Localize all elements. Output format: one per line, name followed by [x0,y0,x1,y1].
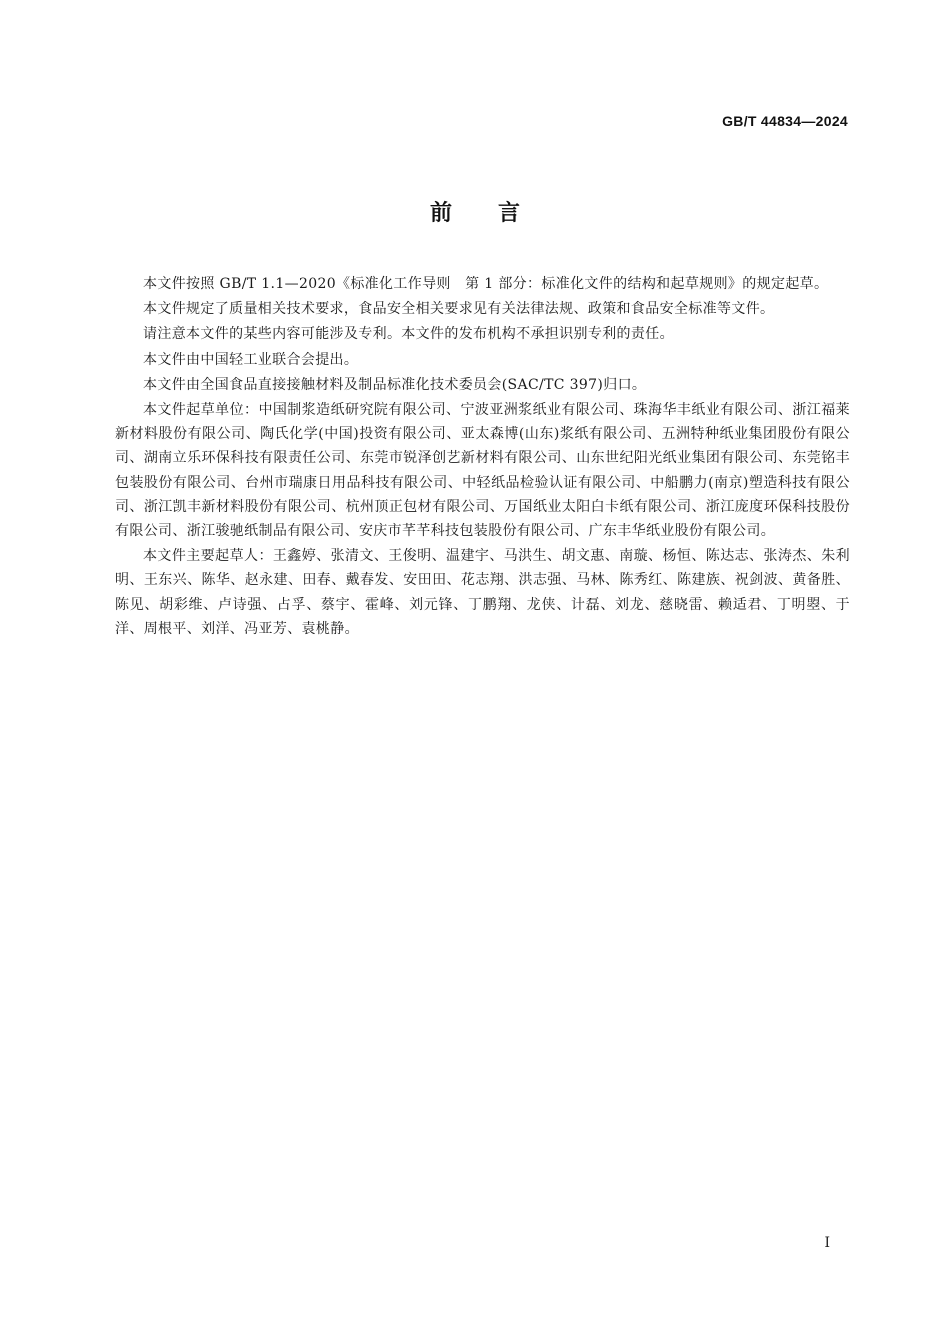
paragraph-patent-notice: 请注意本文件的某些内容可能涉及专利。本文件的发布机构不承担识别专利的责任。 [143,326,674,343]
paragraph-drafters: 本文件主要起草人：王鑫婷、张清文、王俊明、温建宇、马洪生、胡文惠、南璇、杨恒、陈达志、张涛杰、朱利明、王东兴、陈华、赵永建、田春、戴春发、安田田、花志翔、洪志强、马林、陈秀红、陈建族、祝剑波、黄备胜、陈见、胡彩维、卢诗强、占孚、蔡宇、霍峰、刘元锋、丁鹏翔、龙侠、计磊、刘龙、慈晓雷、赖适君、丁明曌、于洋、周根平、刘洋、冯亚芳、袁桃静。 [115,548,850,637]
paragraph-administered-by: 本文件由全国食品直接接触材料及制品标准化技术委员会(SAC/TC 397)归口。 [143,376,647,393]
page-title: 前言 [429,201,566,226]
paragraph-drafting-units: 本文件起草单位：中国制浆造纸研究院有限公司、宁波亚洲浆纸业有限公司、珠海华丰纸业有限公司、浙江福莱新材料股份有限公司、陶氏化学(中国)投资有限公司、亚太森博(山东)浆纸有限公司、五洲特种纸业集团股份有限公司、湖南立乐环保科技有限责任公司、东莞市锐泽创艺新材料有限公司、山东世纪阳光纸业集团有限公司、东莞铭丰包装股份有限公司、台州市瑞康日用品科技有限公司、中轻纸品检验认证有限公司、中船鹏力(南京)塑造科技有限公司、浙江凯丰新材料股份有限公司、杭州顶正包材有限公司、万国纸业太阳白卡纸有限公司、浙江庞度环保科技股份有限公司、浙江骏驰纸制品有限公司、安庆市芊芊科技包装股份有限公司、广东丰华纸业股份有限公司。 [115,402,850,540]
paragraph-scope: 本文件规定了质量相关技术要求，食品安全相关要求见有关法律法规、政策和食品安全标准等文件。 [143,301,775,318]
paragraph-proposed-by: 本文件由中国轻工业联合会提出。 [143,351,359,368]
page-number: I [824,1235,830,1251]
standard-code: GB/T 44834—2024 [722,113,848,129]
paragraph-drafting-rules: 本文件按照 GB/T 1.1—2020《标准化工作导则 第 1 部分：标准化文件的结构和起草规则》的规定起草。 [143,276,829,292]
foreword-body [115,272,850,642]
